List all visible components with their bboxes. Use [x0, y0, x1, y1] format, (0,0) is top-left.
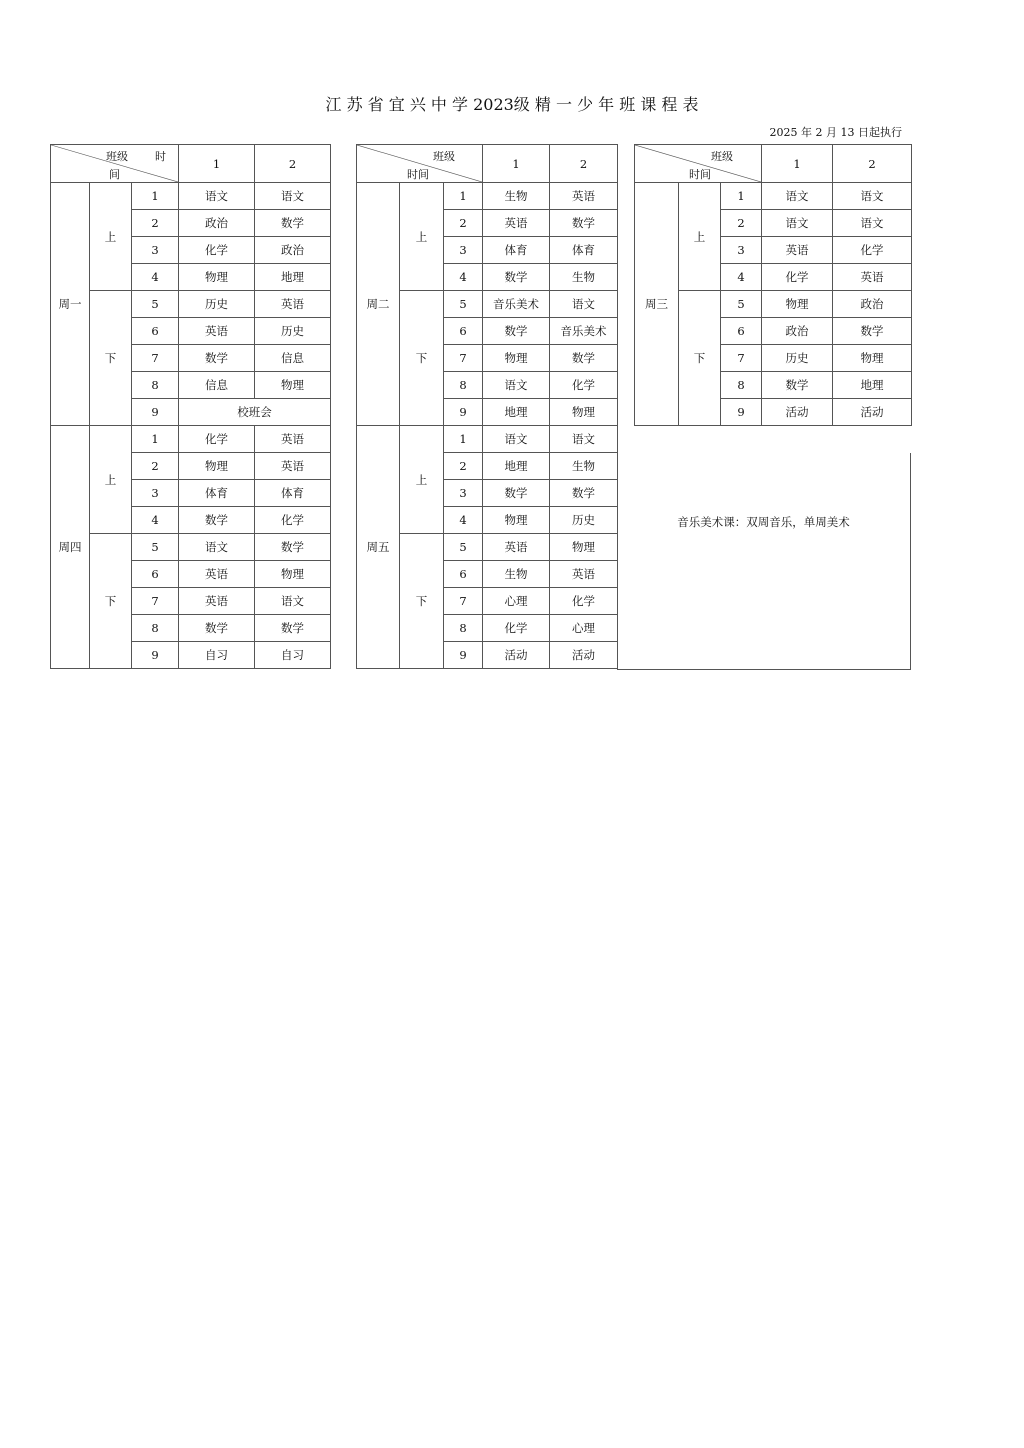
period-number: 6: [132, 561, 179, 588]
header-class-label: 班级: [106, 150, 128, 163]
header-class-col1: 1: [179, 145, 255, 183]
day-label: 周二: [357, 183, 400, 426]
period-number: 8: [132, 615, 179, 642]
class1-subject: 数学: [483, 480, 550, 507]
period-number: 8: [444, 372, 483, 399]
header-diagonal-cell: [357, 145, 483, 183]
period-number: 4: [132, 507, 179, 534]
class1-subject: 生物: [483, 561, 550, 588]
period-number: 7: [132, 345, 179, 372]
class2-subject: 英语: [255, 291, 331, 318]
class2-subject: 活动: [550, 642, 618, 669]
half-label-pm: 下: [90, 534, 132, 669]
header-class-col1: 1: [762, 145, 833, 183]
period-number: 4: [444, 507, 483, 534]
period-number: 2: [721, 210, 762, 237]
header-diagonal-cell: [51, 145, 179, 183]
class1-subject: 地理: [483, 399, 550, 426]
period-number: 7: [132, 588, 179, 615]
table-row: [51, 291, 331, 318]
class2-subject: 地理: [255, 264, 331, 291]
class2-subject: 物理: [550, 534, 618, 561]
period-number: 8: [444, 615, 483, 642]
class1-subject: 数学: [762, 372, 833, 399]
period-number: 3: [444, 480, 483, 507]
class2-subject: 物理: [255, 561, 331, 588]
period-number: 5: [444, 534, 483, 561]
table-row: [51, 426, 331, 453]
period-number: 9: [444, 642, 483, 669]
period-number: 9: [132, 642, 179, 669]
class1-subject: 地理: [483, 453, 550, 480]
class1-subject: 数学: [179, 507, 255, 534]
class2-subject: 数学: [550, 345, 618, 372]
class1-subject: 政治: [762, 318, 833, 345]
class1-subject: 英语: [179, 318, 255, 345]
header-time-label-b: 间: [109, 168, 120, 181]
class1-subject: 语文: [762, 210, 833, 237]
class1-subject: 语文: [179, 534, 255, 561]
day-label: 周四: [51, 426, 90, 669]
class1-subject: 英语: [179, 561, 255, 588]
header-class-label: 班级: [433, 150, 455, 163]
class1-subject: 体育: [483, 237, 550, 264]
class2-subject: 语文: [255, 588, 331, 615]
table-row: [51, 183, 331, 210]
class2-subject: 化学: [550, 372, 618, 399]
period-number: 7: [721, 345, 762, 372]
class2-subject: 数学: [255, 210, 331, 237]
period-number: 5: [132, 291, 179, 318]
header-time-label: 时间: [689, 168, 711, 181]
period-number: 2: [444, 453, 483, 480]
class2-subject: 英语: [255, 426, 331, 453]
class1-subject: 英语: [762, 237, 833, 264]
class1-subject: 自习: [179, 642, 255, 669]
class1-subject: 活动: [762, 399, 833, 426]
class2-subject: 英语: [833, 264, 912, 291]
class2-subject: 体育: [255, 480, 331, 507]
period-number: 2: [132, 210, 179, 237]
class1-subject: 语文: [483, 372, 550, 399]
class1-subject: 活动: [483, 642, 550, 669]
period-number: 6: [721, 318, 762, 345]
period-number: 9: [444, 399, 483, 426]
merged-period-cell: 校班会: [179, 399, 331, 426]
period-number: 6: [444, 561, 483, 588]
class1-subject: 数学: [483, 264, 550, 291]
class1-subject: 音乐美术: [483, 291, 550, 318]
table-row: [357, 183, 618, 210]
class1-subject: 物理: [179, 453, 255, 480]
class2-subject: 历史: [255, 318, 331, 345]
header-diagonal-cell: [635, 145, 762, 183]
effective-date: 2025 年 2 月 13 日起执行: [769, 126, 902, 139]
half-label-pm: 下: [90, 291, 132, 426]
schedule-table-middle: [356, 144, 618, 669]
half-label-am: 上: [400, 183, 444, 291]
class2-subject: 语文: [550, 291, 618, 318]
day-label: 周三: [635, 183, 679, 426]
class1-subject: 数学: [179, 615, 255, 642]
class1-subject: 化学: [179, 426, 255, 453]
class2-subject: 语文: [833, 183, 912, 210]
class1-subject: 语文: [179, 183, 255, 210]
class2-subject: 化学: [833, 237, 912, 264]
table-row: [357, 426, 618, 453]
class1-subject: 生物: [483, 183, 550, 210]
half-label-pm: 下: [400, 291, 444, 426]
class2-subject: 历史: [550, 507, 618, 534]
period-number: 8: [132, 372, 179, 399]
half-label-am: 上: [90, 426, 132, 534]
class2-subject: 化学: [255, 507, 331, 534]
class2-subject: 地理: [833, 372, 912, 399]
period-number: 5: [721, 291, 762, 318]
class2-subject: 物理: [255, 372, 331, 399]
class1-subject: 数学: [179, 345, 255, 372]
class2-subject: 自习: [255, 642, 331, 669]
class2-subject: 政治: [833, 291, 912, 318]
class1-subject: 语文: [483, 426, 550, 453]
period-number: 6: [444, 318, 483, 345]
class2-subject: 数学: [255, 615, 331, 642]
period-number: 1: [132, 183, 179, 210]
class2-subject: 化学: [550, 588, 618, 615]
period-number: 1: [132, 426, 179, 453]
class1-subject: 政治: [179, 210, 255, 237]
half-label-am: 上: [400, 426, 444, 534]
class1-subject: 物理: [483, 345, 550, 372]
class2-subject: 音乐美术: [550, 318, 618, 345]
period-number: 1: [444, 426, 483, 453]
class2-subject: 生物: [550, 453, 618, 480]
period-number: 6: [132, 318, 179, 345]
period-number: 3: [444, 237, 483, 264]
day-label: 周一: [51, 183, 90, 426]
class2-subject: 物理: [833, 345, 912, 372]
class1-subject: 化学: [762, 264, 833, 291]
period-number: 8: [721, 372, 762, 399]
page-title: 江 苏 省 宜 兴 中 学 2023级 精 一 少 年 班 课 程 表: [325, 95, 699, 114]
period-number: 2: [132, 453, 179, 480]
class1-subject: 历史: [179, 291, 255, 318]
class1-subject: 物理: [483, 507, 550, 534]
header-time-label: 时间: [407, 168, 429, 181]
header-class-col2: 2: [833, 145, 912, 183]
class2-subject: 数学: [550, 480, 618, 507]
class2-subject: 数学: [255, 534, 331, 561]
half-label-am: 上: [679, 183, 721, 291]
day-label: 周五: [357, 426, 400, 669]
period-number: 3: [721, 237, 762, 264]
class1-subject: 历史: [762, 345, 833, 372]
period-number: 2: [444, 210, 483, 237]
class2-subject: 数学: [550, 210, 618, 237]
header-class-col2: 2: [255, 145, 331, 183]
class1-subject: 语文: [762, 183, 833, 210]
class1-subject: 英语: [179, 588, 255, 615]
period-number: 5: [132, 534, 179, 561]
class2-subject: 语文: [550, 426, 618, 453]
class1-subject: 数学: [483, 318, 550, 345]
header-time-label-a: 时: [155, 150, 166, 163]
class2-subject: 英语: [550, 561, 618, 588]
class2-subject: 物理: [550, 399, 618, 426]
period-number: 1: [721, 183, 762, 210]
class1-subject: 物理: [179, 264, 255, 291]
table-row: [635, 183, 912, 210]
header-class-col2: 2: [550, 145, 618, 183]
period-number: 7: [444, 345, 483, 372]
class2-subject: 数学: [833, 318, 912, 345]
schedule-table-left: [50, 144, 331, 669]
schedule-table-right: [634, 144, 912, 426]
note-box: [617, 453, 911, 670]
header-class-label: 班级: [711, 150, 733, 163]
music-art-note: 音乐美术课：双周音乐，单周美术: [677, 515, 850, 529]
period-number: 5: [444, 291, 483, 318]
half-label-pm: 下: [679, 291, 721, 426]
period-number: 7: [444, 588, 483, 615]
header-class-col1: 1: [483, 145, 550, 183]
period-number: 3: [132, 237, 179, 264]
period-number: 4: [444, 264, 483, 291]
half-label-pm: 下: [400, 534, 444, 669]
class2-subject: 语文: [833, 210, 912, 237]
class1-subject: 化学: [179, 237, 255, 264]
class2-subject: 语文: [255, 183, 331, 210]
class2-subject: 活动: [833, 399, 912, 426]
class2-subject: 体育: [550, 237, 618, 264]
class1-subject: 英语: [483, 534, 550, 561]
period-number: 1: [444, 183, 483, 210]
class2-subject: 英语: [550, 183, 618, 210]
period-number: 9: [132, 399, 179, 426]
class1-subject: 化学: [483, 615, 550, 642]
class2-subject: 心理: [550, 615, 618, 642]
class1-subject: 物理: [762, 291, 833, 318]
class1-subject: 英语: [483, 210, 550, 237]
period-number: 9: [721, 399, 762, 426]
class1-subject: 心理: [483, 588, 550, 615]
class2-subject: 生物: [550, 264, 618, 291]
period-number: 4: [721, 264, 762, 291]
class2-subject: 英语: [255, 453, 331, 480]
class2-subject: 信息: [255, 345, 331, 372]
period-number: 4: [132, 264, 179, 291]
class1-subject: 体育: [179, 480, 255, 507]
half-label-am: 上: [90, 183, 132, 291]
table-row: [51, 534, 331, 561]
class2-subject: 政治: [255, 237, 331, 264]
period-number: 3: [132, 480, 179, 507]
class1-subject: 信息: [179, 372, 255, 399]
